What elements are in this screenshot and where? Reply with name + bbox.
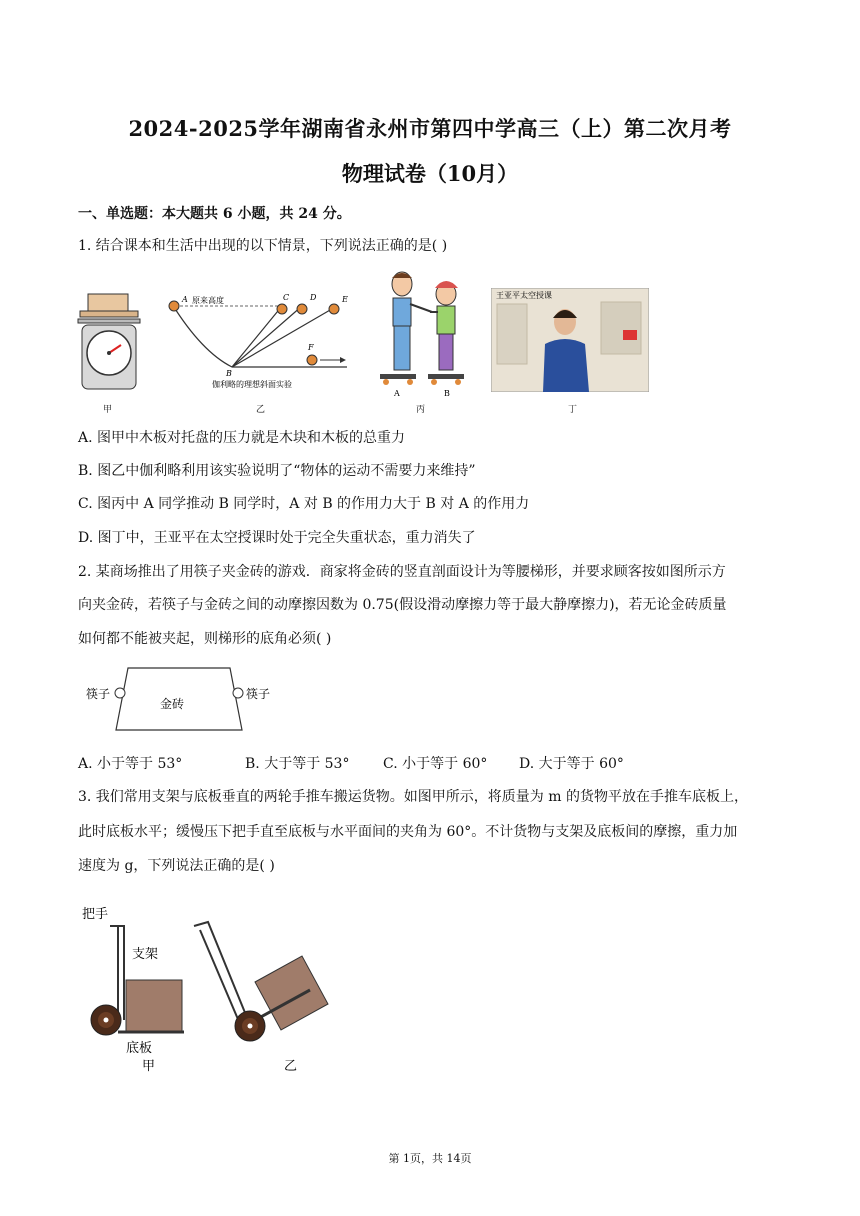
wood-board (80, 311, 138, 317)
chopstick-right-label: 筷子 (246, 687, 271, 701)
svg-text:E: E (342, 295, 348, 304)
q1-option-a: A. 图甲中木板对托盘的压力就是木块和木板的总重力 (78, 430, 406, 446)
ball-e (329, 304, 339, 314)
flag (623, 330, 637, 340)
original-height-label: 原来高度 (192, 296, 224, 305)
cart-a-label: 甲 (142, 1059, 156, 1074)
ball-f (307, 355, 317, 365)
frame-label: 支架 (132, 947, 159, 962)
svg-text:D: D (310, 293, 317, 302)
wood-block (88, 294, 128, 311)
label-jia: 甲 (103, 405, 113, 415)
q2-options-row (78, 754, 624, 774)
ball-d (297, 304, 307, 314)
chopstick-right (233, 688, 243, 698)
svg-text:B: B (226, 369, 232, 378)
photo-caption: 王亚平太空授课 (496, 291, 552, 300)
q2-stem-line-2: 向夹金砖，若筷子与金砖之间的动摩擦因数为 0.75(假设滑动摩擦力等于最大静摩擦力)，若无论金砖质量 (78, 597, 727, 613)
cart-b-cargo (255, 956, 328, 1030)
q2-option-b: B. 大于等于 53° (245, 756, 350, 772)
skateboard-a (380, 374, 416, 379)
label-bing: 丙 (416, 405, 426, 415)
scale-tray (78, 319, 140, 323)
q2-option-d: D. 大于等于 60° (519, 756, 624, 772)
point-a: A (182, 295, 188, 304)
q1-option-c: C. 图丙中 A 同学推动 B 同学时，A 对 B 的作用力大于 B 对 A 的作用力 (78, 496, 530, 512)
exam-subtitle: 物理试卷（10月） (341, 161, 519, 186)
section-heading: 一、单选题：本大题共 6 小题，共 24 分。 (78, 206, 351, 222)
q3-stem-line-3: 速度为 g，下列说法正确的是( ) (78, 858, 275, 874)
q1-option-d: D. 图丁中，王亚平在太空授课时处于完全失重状态，重力消失了 (78, 530, 476, 546)
page-footer: 第 1页，共 14页 (388, 1152, 472, 1165)
cart-a-cargo (126, 980, 182, 1032)
exam-title: 2024-2025学年湖南省永州市第四中学高三（上）第二次月考 (128, 116, 732, 141)
q3-stem-line-2: 此时底板水平；缓慢压下把手直至底板与水平面间的夹角为 60°。不计货物与支架及底板间的摩擦，重力加 (78, 824, 738, 840)
q2-option-c: C. 小于等于 60° (383, 756, 488, 772)
kids-figure (372, 270, 472, 398)
base-label: 底板 (126, 1041, 153, 1056)
kid-b-body (437, 306, 455, 334)
incline-caption: 伽利略的理想斜面实验 (212, 380, 292, 389)
scale-figure (76, 292, 146, 392)
astronaut-suit (543, 339, 589, 392)
skateboard-b (428, 374, 464, 379)
gold-brick-figure (84, 664, 284, 736)
ball-a (169, 301, 179, 311)
gold-brick-label: 金砖 (160, 697, 185, 711)
q2-stem-line-3: 如何都不能被夹起，则梯形的底角必须( ) (78, 631, 332, 647)
svg-text:F: F (308, 343, 314, 352)
person-a-label: A (394, 389, 400, 398)
chopstick-left-label: 筷子 (86, 687, 111, 701)
q1-stem: 1. 结合课本和生活中出现的以下情景，下列说法正确的是( ) (78, 238, 448, 254)
cart-b-label: 乙 (284, 1059, 298, 1074)
incline-figure (162, 292, 362, 392)
chopstick-left (115, 688, 125, 698)
q2-option-a: A. 小于等于 53° (78, 756, 183, 772)
kid-a-body (393, 298, 411, 326)
person-b-label: B (444, 389, 450, 398)
handcart-figure (80, 904, 340, 1074)
svg-text:C: C (283, 293, 290, 302)
q3-stem-line-1: 3. 我们常用支架与底板垂直的两轮手推车搬运货物。如图甲所示，将质量为 m 的货物平放在手推车底板上， (78, 789, 748, 805)
q2-stem-line-1: 2. 某商场推出了用筷子夹金砖的游戏．商家将金砖的竖直剖面设计为等腰梯形，并要求顾客按如图所示方 (78, 564, 726, 580)
q1-option-b: B. 图乙中伽利略利用该实验说明了“物体的运动不需要力来维持” (78, 463, 476, 479)
space-photo (491, 288, 649, 392)
label-yi: 乙 (256, 405, 266, 415)
incline-track (172, 304, 347, 367)
handle-label: 把手 (82, 907, 109, 922)
ball-c (277, 304, 287, 314)
label-ding: 丁 (568, 405, 578, 415)
